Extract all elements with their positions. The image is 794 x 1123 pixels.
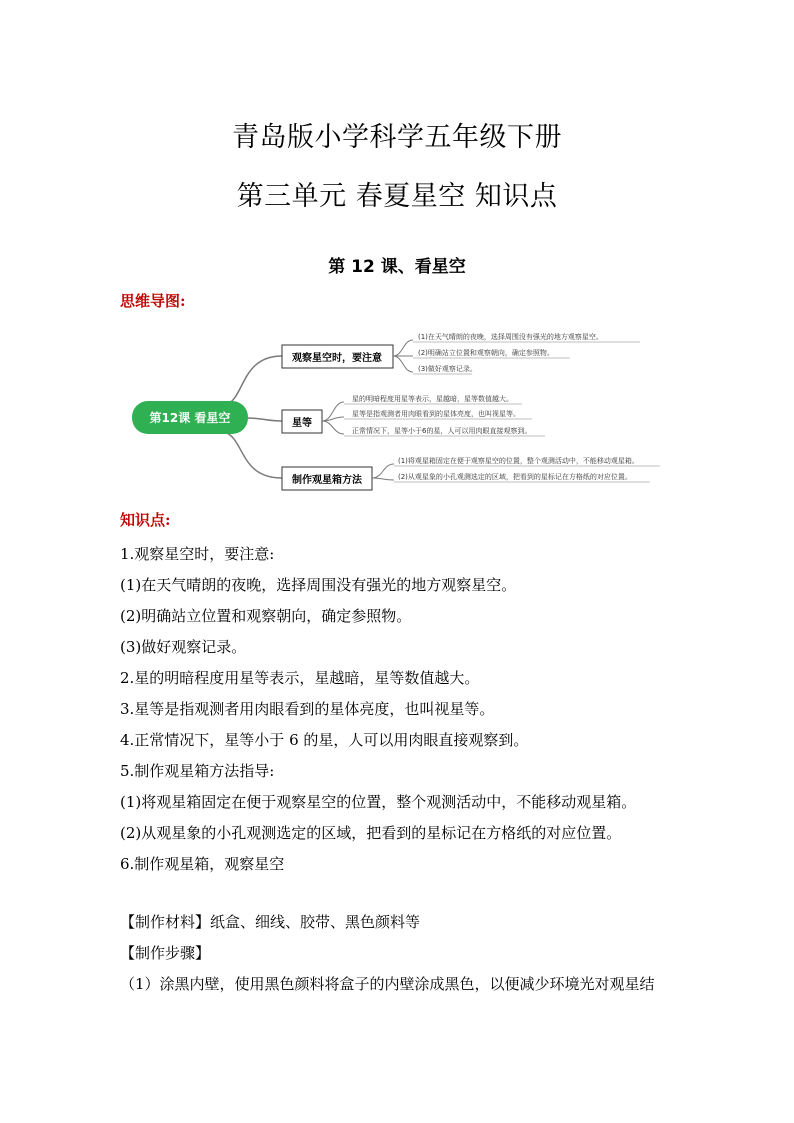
knowledge-line: (1)在天气晴朗的夜晚，选择周围没有强光的地方观察星空。: [120, 576, 517, 594]
mindmap-root-label: 第12课 看星空: [149, 411, 231, 425]
connector-branch-1: [225, 356, 282, 405]
mindmap-leaf: (2)从观星象的小孔观测选定的区域，把看到的星标记在方格纸的对应位置。: [398, 473, 632, 481]
mindmap-leaf: (3)做好观察记录。: [418, 365, 477, 373]
knowledge-line: 2.星的明暗程度用星等表示，星越暗，星等数值越大。: [120, 669, 480, 687]
branch-2-leaf-connectors: [322, 402, 344, 434]
mindmap-leaf: (1)将观星箱固定在便于观察星空的位置，整个观测活动中，不能移动观星箱。: [398, 457, 639, 465]
connector-branch-3: [225, 432, 282, 478]
mindmap-leaf: 星的明暗程度用星等表示，星越暗，星等数值越大。: [352, 395, 513, 403]
steps-heading: 【制作步骤】: [120, 944, 211, 962]
document-title: 青岛版小学科学五年级下册: [232, 122, 562, 153]
mindmap-leaf: (2)明确站立位置和观察朝向，确定参照物。: [418, 349, 554, 357]
mindmap-branch-1-label: 观察星空时，要注意: [292, 353, 382, 364]
knowledge-line: (1)将观星箱固定在便于观察星空的位置，整个观测活动中，不能移动观星箱。: [120, 793, 637, 811]
mindmap-branch-2-label: 星等: [292, 418, 312, 429]
mindmap-leaf: 星等是指观测者用肉眼看到的星体亮度，也叫视星等。: [352, 410, 520, 418]
knowledge-line: (3)做好观察记录。: [120, 638, 247, 656]
connector-branch-2: [248, 418, 282, 421]
knowledge-line: 6.制作观星箱，观察星空: [120, 855, 285, 873]
mindmap-branch-3-label: 制作观星箱方法: [292, 475, 362, 486]
knowledge-line: 1.观察星空时，要注意:: [120, 545, 275, 563]
knowledge-heading: 知识点:: [120, 511, 171, 529]
lesson-title: 第 12 课、看星空: [328, 257, 466, 277]
step-1-line: （1）涂黑内壁，使用黑色颜料将盒子的内壁涂成黑色，以便减少环境光对观星结: [120, 975, 655, 993]
mind-map: [0, 0, 794, 500]
branch-3-leaf-connectors: [372, 464, 394, 480]
knowledge-line: 3.星等是指观测者用肉眼看到的星体亮度，也叫视星等。: [120, 700, 495, 718]
mindmap-heading: 思维导图:: [120, 292, 186, 310]
mindmap-leaf: 正常情况下，星等小于6的星，人可以用肉眼直接观察到。: [352, 427, 532, 435]
knowledge-line: (2)从观星象的小孔观测选定的区域，把看到的星标记在方格纸的对应位置。: [120, 824, 622, 842]
materials-line: 【制作材料】纸盒、细线、胶带、黑色颜料等: [120, 913, 421, 931]
knowledge-line: (2)明确站立位置和观察朝向，确定参照物。: [120, 607, 412, 625]
making-section: [120, 907, 740, 1000]
mindmap-leaf: (1)在天气晴朗的夜晚，选择周围没有强光的地方观察星空。: [418, 333, 603, 341]
unit-title: 第三单元 春夏星空 知识点: [236, 181, 558, 212]
knowledge-list: [120, 539, 740, 880]
branch-1-leaf-connectors: [393, 340, 413, 372]
knowledge-line: 4.正常情况下，星等小于 6 的星，人可以用肉眼直接观察到。: [120, 731, 529, 749]
knowledge-line: 5.制作观星箱方法指导:: [120, 762, 275, 780]
